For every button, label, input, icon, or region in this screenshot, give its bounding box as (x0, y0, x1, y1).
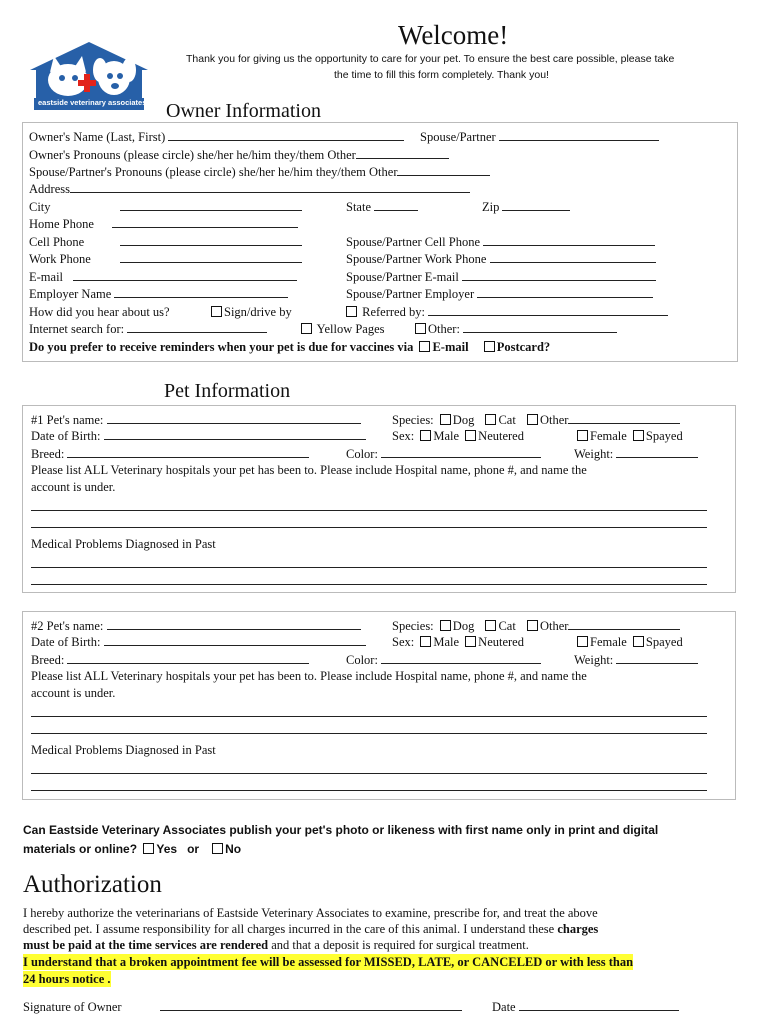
authorization-title: Authorization (23, 871, 162, 898)
pet-2-cat-checkbox[interactable] (485, 620, 496, 631)
pet-2-cat-label: Cat (498, 619, 516, 633)
pet-2-name-label: #2 Pet's name: (31, 619, 104, 633)
pet-1-male-label: Male (433, 429, 460, 443)
work-phone-field[interactable] (120, 251, 302, 263)
pet-2-spayed-checkbox[interactable] (633, 636, 644, 647)
cell-phone-label: Cell Phone (29, 235, 85, 249)
cell-phone-field[interactable] (120, 234, 302, 246)
pet-1-weight-field[interactable] (616, 446, 698, 458)
pet-1-spayed-checkbox[interactable] (633, 430, 644, 441)
pet-1-female-label: Female (590, 429, 627, 443)
pet-2-weight-label: Weight: (574, 653, 614, 667)
pet-1-medical-label: Medical Problems Diagnosed in Past (31, 537, 216, 551)
zip-label: Zip (482, 200, 500, 214)
date-label: Date (492, 1000, 516, 1014)
publish-no-label: No (225, 842, 242, 856)
pet-1-male-checkbox[interactable] (420, 430, 431, 441)
pet-1-other-field[interactable] (568, 412, 680, 424)
pet-2-male-checkbox[interactable] (420, 636, 431, 647)
clinic-logo (26, 40, 152, 112)
authorization-charges-bold: charges (557, 922, 599, 936)
publish-no-checkbox[interactable] (212, 843, 223, 854)
zip-field[interactable] (502, 199, 570, 211)
pet-2-breed-field[interactable] (67, 652, 309, 664)
pet-1-neutered-checkbox[interactable] (465, 430, 476, 441)
authorization-text-line3: and that a deposit is required for surgical treatment. (268, 938, 529, 952)
other-source-field[interactable] (463, 321, 617, 333)
authorization-text-line2: described pet. I assume responsibility for all charges incurred in the care of this animal. I understand these (23, 922, 558, 936)
partner-employer-field[interactable] (477, 286, 653, 298)
pet-2-sex-label: Sex: (392, 635, 415, 649)
intro-text-line2: the time to fill this form completely. Thank you! (334, 69, 549, 81)
sign-drive-checkbox[interactable] (211, 306, 222, 317)
pet-1-breed-field[interactable] (67, 446, 309, 458)
partner-email-field[interactable] (462, 269, 656, 281)
pet-2-dob-field[interactable] (104, 634, 366, 646)
pet-1-hospitals-line-1[interactable] (31, 510, 707, 511)
pet-2-hospitals-text-1: Please list ALL Veterinary hospitals your pet has been to. Please include Hospital name, phone #, and name the (31, 669, 587, 683)
pet-2-color-label: Color: (346, 653, 378, 667)
pet-1-color-label: Color: (346, 447, 378, 461)
pet-1-color-field[interactable] (381, 446, 541, 458)
reminder-postcard-checkbox[interactable] (484, 341, 495, 352)
address-field[interactable] (70, 181, 470, 193)
state-field[interactable] (374, 199, 418, 211)
pet-1-dog-checkbox[interactable] (440, 414, 451, 425)
pet-1-sex-label: Sex: (392, 429, 415, 443)
email-label: E-mail (29, 270, 64, 284)
state-label: State (346, 200, 371, 214)
email-field[interactable] (73, 269, 297, 281)
pet-1-name-label: #1 Pet's name: (31, 413, 104, 427)
owner-name-label: Owner's Name (Last, First) (29, 130, 166, 144)
pet-1-name-field[interactable] (107, 412, 361, 424)
employer-label: Employer Name (29, 287, 112, 301)
address-label: Address (29, 182, 70, 196)
pet-1-female-checkbox[interactable] (577, 430, 588, 441)
partner-employer-label: Spouse/Partner Employer (346, 287, 475, 301)
city-field[interactable] (120, 199, 302, 211)
date-field[interactable] (519, 999, 679, 1011)
partner-pronouns-label[interactable]: Spouse/Partner's Pronouns (please circle) she/her he/him they/them Other (29, 165, 398, 179)
pet-1-spayed-label: Spayed (645, 429, 683, 443)
broken-appointment-notice-line2: 24 hours notice . (23, 972, 111, 986)
publish-question-line2: materials or online? (23, 842, 138, 856)
authorization-payment-bold: must be paid at the time services are rendered (23, 938, 269, 952)
pet-2-hospitals-line-2[interactable] (31, 733, 707, 734)
employer-field[interactable] (114, 286, 288, 298)
pet-1-dob-label: Date of Birth: (31, 429, 101, 443)
city-label: City (29, 200, 51, 214)
pet-1-breed-label: Breed: (31, 447, 65, 461)
partner-work-field[interactable] (490, 251, 656, 263)
owner-name-field[interactable] (168, 129, 404, 141)
broken-appointment-notice-line1: I understand that a broken appointment fee will be assessed for MISSED, LATE, or CANCELED or with less than (23, 955, 634, 969)
pet-section-title: Pet Information (164, 380, 291, 402)
referred-checkbox[interactable] (346, 306, 357, 317)
pet-2-spayed-label: Spayed (645, 635, 683, 649)
internet-search-field[interactable] (127, 321, 267, 333)
publish-or-label: or (187, 842, 200, 856)
pet-2-other-checkbox[interactable] (527, 620, 538, 631)
pet-2-dob-label: Date of Birth: (31, 635, 101, 649)
pet-2-species-label: Species: (392, 619, 434, 633)
welcome-heading: Welcome! (398, 20, 509, 50)
pet-2-weight-field[interactable] (616, 652, 698, 664)
pet-2-neutered-label: Neutered (478, 635, 524, 649)
pet-2-neutered-checkbox[interactable] (465, 636, 476, 647)
pet-1-hospitals-line-2[interactable] (31, 527, 707, 528)
internet-search-label: Internet search for: (29, 322, 125, 336)
pet-1-neutered-label: Neutered (478, 429, 524, 443)
pet-2-hospitals-line-1[interactable] (31, 716, 707, 717)
pet-2-male-label: Male (433, 635, 460, 649)
pet-2-name-field[interactable] (107, 618, 361, 630)
owner-section-title: Owner Information (166, 100, 321, 122)
partner-work-label: Spouse/Partner Work Phone (346, 252, 487, 266)
intro-text-line1: Thank you for giving us the opportunity to care for your pet. To ensure the best care possible, please take (186, 53, 675, 65)
pet-2-female-label: Female (590, 635, 627, 649)
pet-1-weight-label: Weight: (574, 447, 614, 461)
reminder-postcard-label: Postcard? (496, 340, 551, 354)
signature-label: Signature of Owner (23, 1000, 122, 1014)
pet-2-other-label: Other (539, 619, 569, 633)
partner-pronouns-other-field[interactable] (397, 164, 490, 176)
hear-about-label: How did you hear about us? (29, 305, 170, 319)
pet-1-dog-label: Dog (452, 413, 475, 427)
pet-1-species-label: Species: (392, 413, 434, 427)
publish-yes-checkbox[interactable] (143, 843, 154, 854)
pet-1-other-label: Other (539, 413, 569, 427)
owner-pronouns-label[interactable]: Owner's Pronouns (please circle) she/her he/him they/them Other (29, 148, 356, 162)
work-phone-label: Work Phone (29, 252, 91, 266)
referred-label: Referred by: (362, 305, 425, 319)
partner-cell-field[interactable] (483, 234, 655, 246)
pet-2-female-checkbox[interactable] (577, 636, 588, 647)
home-phone-field[interactable] (112, 216, 298, 228)
yellow-pages-label: Yellow Pages (316, 322, 385, 336)
referred-field[interactable] (428, 304, 668, 316)
pet-2-dog-checkbox[interactable] (440, 620, 451, 631)
pet-2-medical-label: Medical Problems Diagnosed in Past (31, 743, 216, 757)
logo-text: eastside veterinary associates (38, 98, 147, 107)
pet-1-other-checkbox[interactable] (527, 414, 538, 425)
pet-2-medical-line-2[interactable] (31, 790, 707, 791)
reminder-email-label: E-mail (432, 340, 469, 354)
reminder-email-checkbox[interactable] (419, 341, 430, 352)
publish-question-line1: Can Eastside Veterinary Associates publish your pet's photo or likeness with first name only in print and digital (23, 823, 659, 837)
pet-1-cat-checkbox[interactable] (485, 414, 496, 425)
pet-2-breed-label: Breed: (31, 653, 65, 667)
other-source-label: Other: (428, 322, 460, 336)
partner-name-label: Spouse/Partner (420, 130, 496, 144)
yellow-pages-checkbox[interactable] (301, 323, 312, 334)
pet-2-hospitals-text-2: account is under. (31, 686, 116, 700)
pet-2-color-field[interactable] (381, 652, 541, 664)
authorization-text-line1: I hereby authorize the veterinarians of Eastside Veterinary Associates to examine, prescribe for, and treat the above (23, 906, 598, 920)
owner-pronouns-other-field[interactable] (356, 147, 449, 159)
pet-1-cat-label: Cat (498, 413, 516, 427)
partner-name-field[interactable] (499, 129, 659, 141)
pet-1-hospitals-text-1: Please list ALL Veterinary hospitals your pet has been to. Please include Hospital name, phone #, and name the (31, 463, 587, 477)
sign-drive-label: Sign/drive by (224, 305, 292, 319)
pet-1-dob-field[interactable] (104, 428, 366, 440)
partner-cell-label: Spouse/Partner Cell Phone (346, 235, 481, 249)
pet-1-hospitals-text-2: account is under. (31, 480, 116, 494)
reminder-question: Do you prefer to receive reminders when your pet is due for vaccines via (29, 340, 414, 354)
home-phone-label: Home Phone (29, 217, 94, 231)
pet-2-other-field[interactable] (568, 618, 680, 630)
pet-1-medical-line-1[interactable] (31, 567, 707, 568)
signature-field[interactable] (160, 999, 462, 1011)
pet-2-dog-label: Dog (452, 619, 475, 633)
pet-2-medical-line-1[interactable] (31, 773, 707, 774)
partner-email-label: Spouse/Partner E-mail (346, 270, 459, 284)
publish-yes-label: Yes (156, 842, 178, 856)
other-source-checkbox[interactable] (415, 323, 426, 334)
pet-1-medical-line-2[interactable] (31, 584, 707, 585)
